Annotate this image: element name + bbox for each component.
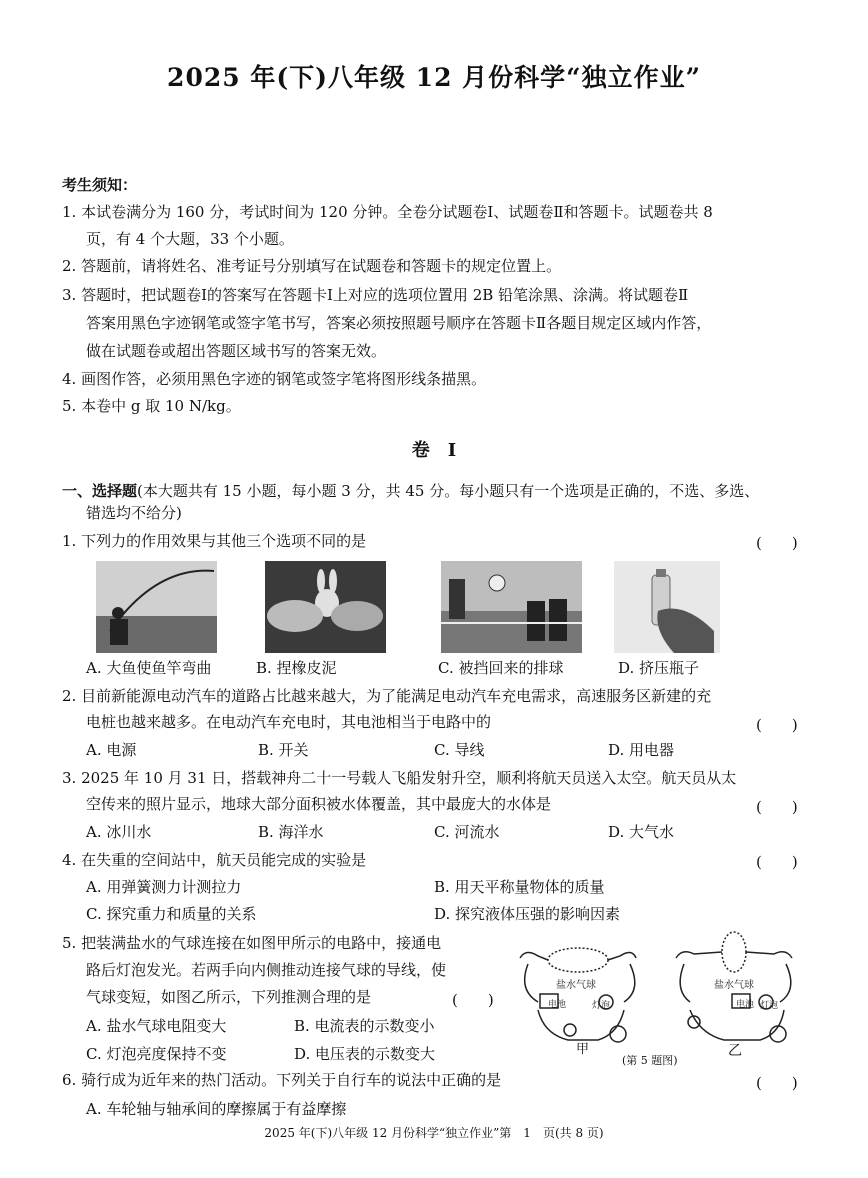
clay-photo [265,561,386,653]
option: A. 用弹簧测力计测拉力 [86,878,242,896]
notice-heading: 考生须知： [62,176,138,194]
question-stem: 3. 2025 年 10 月 31 日，搭载神舟二十一号载人飞船发射升空，顺利将航天员送入太空。航天员从太 [62,769,737,787]
lamp-label-jia: 灯泡 [592,1001,611,1011]
question-stem: 2. 目前新能源电动汽车的道路占比越来越大，为了能满足电动汽车充电需求，高速服务区新建的充 [62,687,712,705]
option: A. 车轮轴与轴承间的摩擦属于有益摩擦 [86,1100,347,1118]
answer-paren: ( ) [452,991,494,1009]
page-title: 2025 年(下)八年级 12 月份科学“独立作业” [167,63,701,92]
notice-line: 1. 本试卷满分为 160 分，考试时间为 120 分钟。全卷分试题卷Ⅰ、试题卷Ⅱ和答题卡。试题卷共 8 [62,203,713,221]
page-footer: 2025 年(下)八年级 12 月份科学“独立作业”第 1 页(共 8 页) [264,1126,604,1140]
balloon-label-jia: 盐水气球 [556,980,596,991]
notice-line: 4. 画图作答，必须用黑色字迹的钢笔或签字笔将图形线条描黑。 [62,370,487,388]
notice-line: 5. 本卷中 g 取 10 N/kg。 [62,397,241,415]
question-stem-cont: 路后灯泡发光。若两手向内侧推动连接气球的导线，使 [86,961,447,979]
option: D. 电压表的示数变大 [294,1045,436,1063]
notice-line: 2. 答题前，请将姓名、准考证号分别填写在试题卷和答题卡的规定位置上。 [62,257,562,275]
option: C. 被挡回来的排球 [438,659,564,677]
option: C. 导线 [434,741,485,759]
option: A. 电源 [86,741,137,759]
answer-paren: ( ) [756,1074,798,1092]
question-stem: 6. 骑行成为近年来的热门活动。下列关于自行车的说法中正确的是 [62,1071,502,1089]
fishing-photo [96,561,217,653]
option: A. 冰川水 [86,823,152,841]
answer-paren: ( ) [756,534,798,552]
section-desc-cont: 错选均不给分) [86,504,182,522]
question-stem: 4. 在失重的空间站中，航天员能完成的实验是 [62,851,367,869]
option: A. 大鱼使鱼竿弯曲 [86,659,212,677]
option: A. 盐水气球电阻变大 [86,1017,227,1035]
figure-label-yi: 乙 [728,1043,742,1059]
option: C. 河流水 [434,823,500,841]
option: B. 电流表的示数变小 [294,1017,435,1035]
circuit-figure [514,930,814,1070]
option: B. 捏橡皮泥 [256,659,337,677]
option: C. 探究重力和质量的关系 [86,905,257,923]
answer-paren: ( ) [756,853,798,871]
notice-line: 答案用黑色字迹钢笔或签字笔书写，答案必须按照题号顺序在答题卡Ⅱ各题目规定区域内作答， [86,314,712,332]
volleyball-photo [441,561,582,653]
bottle-photo [614,561,720,653]
question-stem: 1. 下列力的作用效果与其他三个选项不同的是 [62,532,367,550]
option: D. 挤压瓶子 [618,659,700,677]
balloon-label-yi: 盐水气球 [714,980,754,991]
option: B. 开关 [258,741,309,759]
notice-line: 页，有 4 个大题，33 个小题。 [86,230,294,248]
lamp-label-yi: 灯泡 [760,1001,779,1011]
answer-paren: ( ) [756,798,798,816]
answer-paren: ( ) [756,716,798,734]
section-label: 一、选择题 [62,482,138,500]
question-stem: 5. 把装满盐水的气球连接在如图甲所示的电路中，接通电 [62,934,442,952]
figure-label-jia: 甲 [576,1042,590,1057]
circuit-jia [520,948,636,1042]
figure-caption: (第 5 题图) [622,1054,678,1067]
option: B. 海洋水 [258,823,324,841]
option: D. 大气水 [608,823,675,841]
question-stem-cont: 气球变短，如图乙所示，下列推测合理的是 [86,988,372,1006]
option: B. 用天平称量物体的质量 [434,878,605,896]
question-stem-cont: 空传来的照片显示，地球大部分面积被水体覆盖，其中最庞大的水体是 [86,795,552,813]
section-desc-text: (本大题共有 15 小题，每小题 3 分，共 45 分。每小题只有一个选项是正确的，不选、多选、 [137,482,760,500]
notice-line: 3. 答题时，把试题卷Ⅰ的答案写在答题卡Ⅰ上对应的选项位置用 2B 铅笔涂黑、涂满。将试题卷Ⅱ [62,286,689,304]
option: C. 灯泡亮度保持不变 [86,1045,227,1063]
question-stem-cont: 电桩也越来越多。在电动汽车充电时，其电池相当于电路中的 [86,713,492,731]
section-title: 卷 Ⅰ [411,440,457,461]
notice-line: 做在试题卷或超出答题区域书写的答案无效。 [86,342,387,360]
option: D. 探究液体压强的影响因素 [434,905,621,923]
battery-label-yi: 电池 [736,1000,755,1010]
battery-label-jia: 电池 [548,1000,567,1010]
option: D. 用电器 [608,741,675,759]
